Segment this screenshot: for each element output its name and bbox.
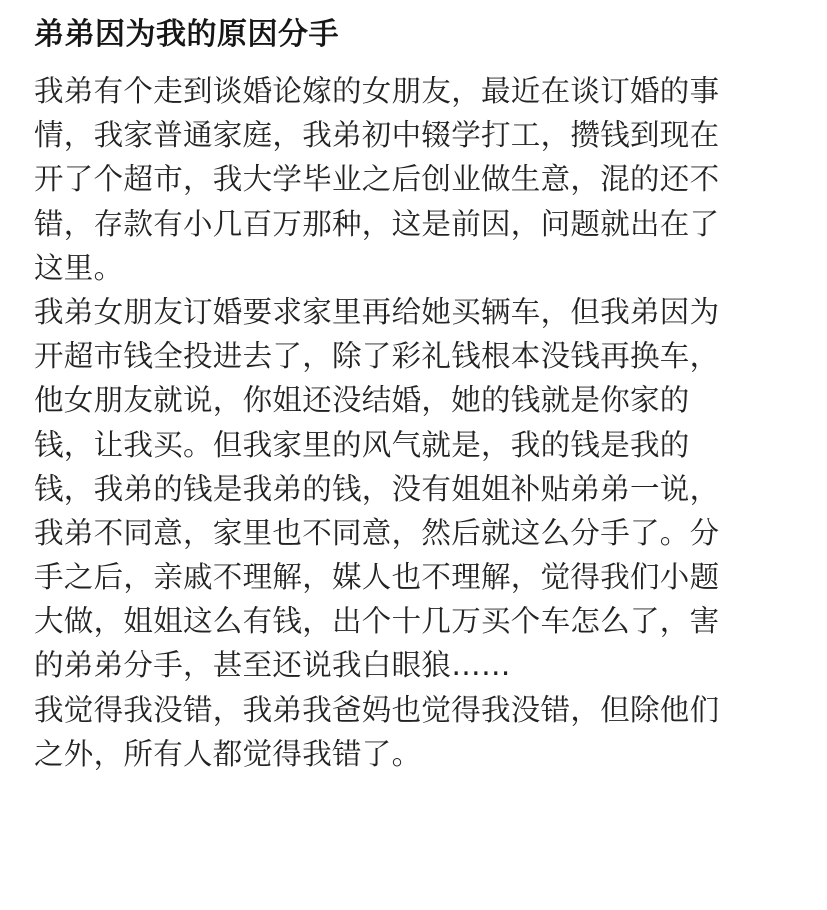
post-content	[34, 10, 804, 776]
body-line: 这里。	[34, 250, 124, 285]
body-line: 我弟不同意，家里也不同意，然后就这么分手了。分	[34, 515, 720, 550]
body-line: 之外，所有人都觉得我错了。	[34, 736, 422, 771]
body-line: 他女朋友就说，你姐还没结婚，她的钱就是你家的	[34, 383, 690, 418]
body-line: 开超市钱全投进去了，除了彩礼钱根本没钱再换车，	[34, 339, 720, 374]
body-line: 手之后，亲戚不理解，媒人也不理解，觉得我们小题	[34, 560, 720, 595]
body-line: 大做，姐姐这么有钱，出个十几万买个车怎么了，害	[34, 604, 720, 639]
body-line: 的弟弟分手，甚至还说我白眼狼……	[34, 648, 511, 683]
body-line: 我弟有个走到谈婚论嫁的女朋友，最近在谈订婚的事	[34, 74, 720, 108]
body-line: 我弟女朋友订婚要求家里再给她买辆车，但我弟因为	[34, 294, 720, 329]
body-line: 钱，让我买。但我家里的风气就是，我的钱是我的	[34, 427, 690, 462]
body-line: 错，存款有小几百万那种，这是前因，问题就出在了	[34, 206, 720, 241]
post-title: 弟弟因为我的原因分手	[34, 17, 339, 52]
body-line: 开了个超市，我大学毕业之后创业做生意，混的还不	[34, 162, 720, 197]
body-line: 我觉得我没错，我弟我爸妈也觉得我没错，但除他们	[34, 692, 720, 727]
body-line: 情，我家普通家庭，我弟初中辍学打工，攒钱到现在	[34, 118, 720, 153]
post-body	[34, 69, 804, 776]
body-line: 钱，我弟的钱是我弟的钱，没有姐姐补贴弟弟一说，	[34, 471, 720, 506]
